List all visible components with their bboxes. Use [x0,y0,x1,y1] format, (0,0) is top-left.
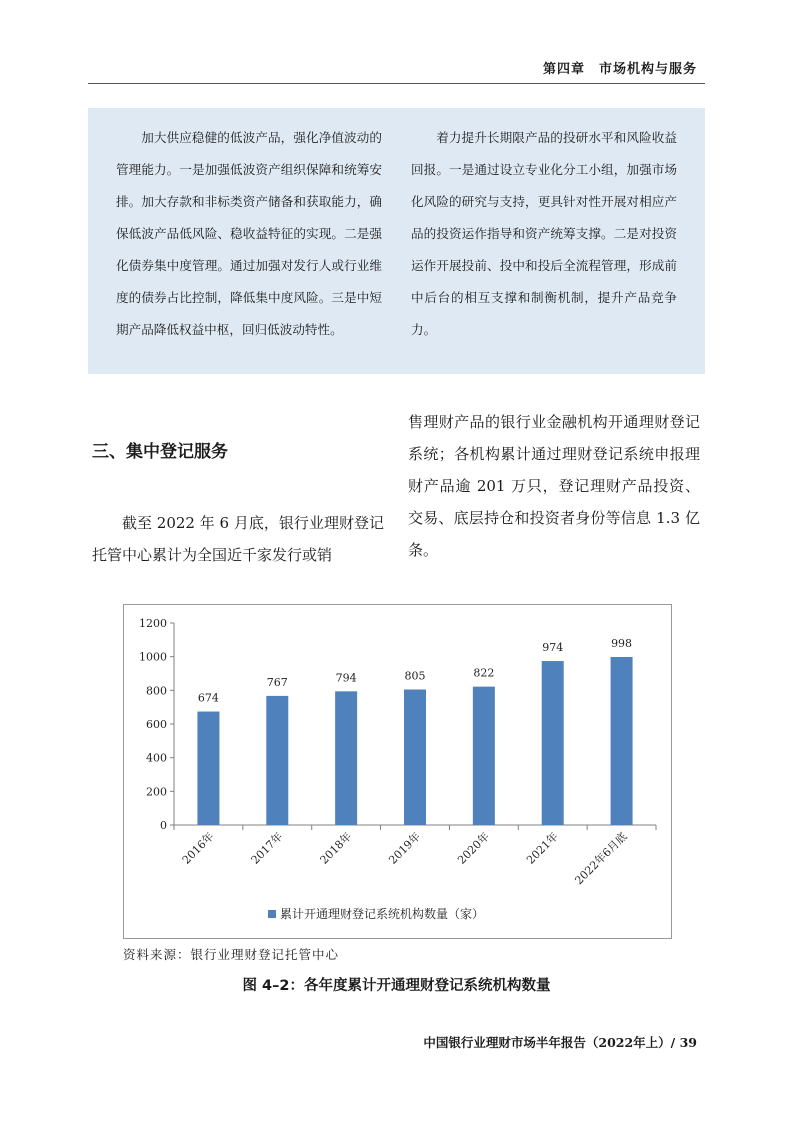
y-tick-label: 400 [146,751,167,765]
legend-swatch [268,910,276,918]
y-tick-label: 800 [146,684,167,698]
y-tick-label: 1200 [139,617,167,630]
box-right-paragraph: 着力提升长期限产品的投研水平和风险收益回报。一是通过设立专业化分工小组，加强市场化风险的研究与支持，更具针对性开展对相应产品的投资运作指导和资产统筹支撑。二是对投资运作开展投前、投中和投后全流程管理，形成前中后台的相互支撑和制衡机制，提升产品竞争力。 [411,130,677,337]
data-label: 998 [611,637,633,651]
x-tick-label: 2017年 [248,829,286,867]
bar [197,712,219,825]
body-paragraph-right: 售理财产品的银行业金融机构开通理财登记系统；各机构累计通过理财登记系统申报理财产品逾 201 万只，登记理财产品投资、交易、底层持仓和投资者身份等信息 1.3 亿条。 [408,413,700,559]
section-title: 三、集中登记服务 [92,442,228,462]
legend-label: 累计开通理财登记系统机构数量（家） [280,907,485,921]
box-left-paragraph: 加大供应稳健的低波产品，强化净值波动的管理能力。一是加强低波资产组织保障和统筹安排。加大存款和非标类资产储备和获取能力，确保低波产品低风险、稳收益特征的实现。二是强化债券集中度管理。通过加强对发行人或行业维度的债券占比控制，降低集中度风险。三是中短期产品降低权益中枢，回归低波动特性。 [116,130,382,337]
figure-source: 资料来源：银行业理财登记托管中心 [123,947,340,962]
x-tick-label: 2022年6月底 [572,829,630,888]
chapter-header: 第四章 市场机构与服务 [542,62,697,77]
data-label: 805 [404,669,426,683]
bar [335,691,357,825]
y-tick-label: 1000 [139,650,167,664]
x-tick-label: 2016年 [179,829,217,867]
x-tick-label: 2020年 [455,829,492,867]
body-paragraph-left: 截至 2022 年 6 月底，银行业理财登记托管中心累计为全国近千家发行或销 [92,514,384,564]
figure-caption: 图 4–2：各年度累计开通理财登记系统机构数量 [242,978,551,994]
bar-chart [124,605,671,938]
x-tick-label: 2021年 [524,829,561,867]
data-label: 674 [197,691,219,705]
y-tick-label: 200 [146,785,167,799]
bar [611,657,633,825]
highlight-box [88,108,705,374]
data-label: 974 [542,641,564,655]
bar [542,661,564,825]
x-tick-label: 2018年 [317,829,355,867]
x-tick-label: 2019年 [386,829,424,867]
data-label: 767 [266,675,288,689]
bar [266,696,288,825]
data-label: 822 [473,666,495,680]
y-tick-label: 0 [160,819,167,832]
data-label: 794 [335,671,357,685]
y-tick-label: 600 [146,718,167,731]
bar [404,689,426,825]
header-divider [88,83,705,84]
bar [473,687,495,825]
page-footer: 中国银行业理财市场半年报告（2022年上）/ 39 [423,1035,697,1050]
chart-frame [123,604,672,939]
